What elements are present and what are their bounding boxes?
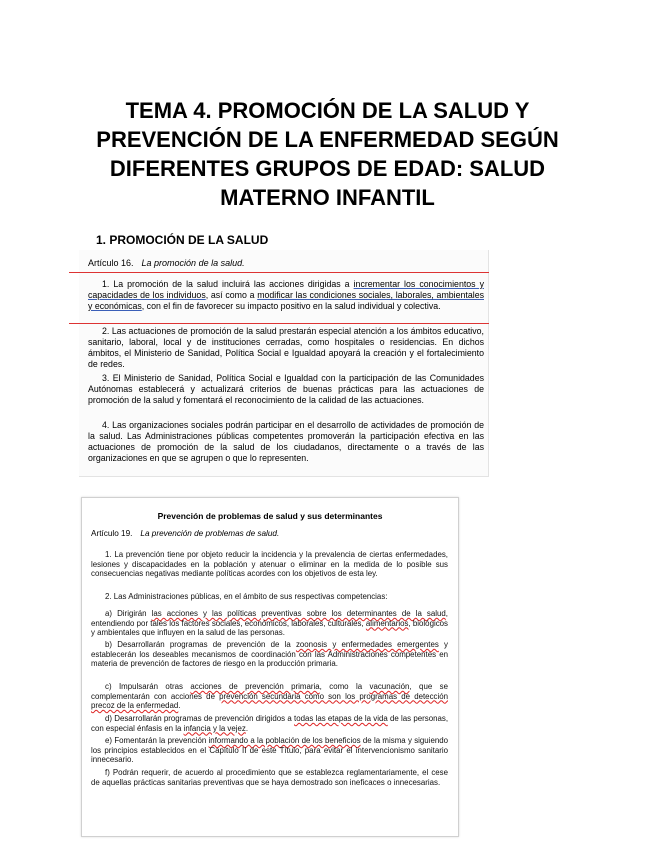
highlight-phrase: conocimientos y capacidades de los individuos [88, 279, 484, 300]
article-19-label: Artículo 19. [91, 529, 133, 538]
highlight-phrase: acciones de prevención primaria [190, 682, 320, 691]
highlight-phrase: alimentarios [365, 618, 409, 628]
title-line: MATERNO INFANTIL [220, 185, 435, 210]
highlight-phrase: vacunación [369, 682, 410, 691]
highlight-phrase: todas las etapas de la vida [294, 714, 388, 723]
article-19-item-b: b) Desarrollarán programas de prevención de la zoonosis y enfermedades emergentes y establecerán los deseables mecanismos de coordinación con las Administraciones competentes en materia de prevención de factores de riesgo en la producción primaria. [91, 640, 448, 669]
red-underline-divider [69, 323, 489, 324]
highlight-phrase: prevención secundaria como son los programas de detección precoz de la enfermedad [91, 691, 448, 711]
highlight-phrase: informando a la población de los beneficios [208, 736, 361, 745]
page-title [60, 96, 595, 212]
article-16-title: La promoción de la salud. [141, 258, 245, 268]
article-19-excerpt [81, 497, 459, 837]
highlight-phrase: zoonosis y enfermedades emergentes [295, 640, 439, 649]
article-16-paragraph-2: 2. Las actuaciones de promoción de la salud prestarán especial atención a los ámbitos educativo, sanitario, laboral, local y de instituciones cerradas, como hospitales o residencias. En dichos ámbitos, el Ministerio de Sanidad, Política Social e Igualdad apoyará la creación y el fortalecimiento de redes. [88, 326, 484, 369]
article-19-paragraph-2: 2. Las Administraciones públicas, en el ámbito de sus respectivas competencias: [105, 592, 388, 601]
article-19-item-e: e) Fomentarán la prevención informando a la población de los beneficios de la misma y siguiendo los principios establecidos en el Capítulo II de este Título, para evitar el intervencionismo sanitario innecesario. [91, 736, 448, 765]
article-19-paragraph-1: 1. La prevención tiene por objeto reducir la incidencia y la prevalencia de ciertas enfermedades, lesiones y discapacidades en la población y atenuar o eliminar en la medida de lo posible sus consecuencias negativas mediante políticas acordes con los objetivos de esta ley. [91, 550, 448, 579]
article-19-caption [91, 529, 279, 538]
article-19-item-d: d) Desarrollarán programas de prevención dirigidos a todas las etapas de la vida de las personas, con especial énfasis en la infancia y la vejez. [91, 714, 449, 733]
article-19-item-a: a) Dirigirán las acciones y las políticas preventivas sobre los determinantes de la salud, entendiendo por tales los factores sociales, económicos, laborales, culturales, alimentarios, biológicos y ambientales que influyen en la salud de las personas. [91, 609, 448, 638]
article-19-title: La prevención de problemas de salud. [140, 529, 280, 538]
section-heading: 1. PROMOCIÓN DE LA SALUD [96, 233, 269, 247]
article-19-item-f: f) Podrán requerir, de acuerdo al procedimiento que se establezca reglamentariamente, el cese de aquellas prácticas sanitarias preventivas que se haya demostrado son ineficaces o innecesarias. [91, 768, 448, 787]
title-line: TEMA 4. PROMOCIÓN DE LA SALUD Y [125, 98, 530, 123]
article-16-excerpt [79, 250, 489, 477]
article-16-caption [88, 258, 245, 268]
article-16-paragraph-1: 1. La promoción de la salud incluirá las acciones dirigidas a incrementar los conocimientos y capacidades de los individuos, así como a modificar las condiciones sociales, laborales, ambientales y económicas, con el fin de favorecer su impacto positivo en la salud individual y colectiva. [88, 279, 484, 311]
article-19-item-c: c) Impulsarán otras acciones de prevención primaria, como la vacunación, que se complementarán con acciones de prevención secundaria como son los programas de detección precoz de la enfermedad. [91, 682, 448, 711]
highlight-phrase: modificar las condiciones sociales, laborales, ambientales y económicas [88, 289, 484, 311]
highlight-phrase: infancia y la vejez [183, 723, 246, 733]
title-line: PREVENCIÓN DE LA ENFERMEDAD SEGÚN [96, 127, 559, 152]
article-19-header: Prevención de problemas de salud y sus determinantes [157, 511, 383, 521]
article-16-paragraph-4: 4. Las organizaciones sociales podrán participar en el desarrollo de actividades de promoción de la salud. Las Administraciones públicas competentes promoverán la participación efectiva en las actuaciones de promoción de la salud de los ciudadanos, directamente o a través de las organizaciones en que se agrupen o que lo representen. [88, 420, 484, 463]
highlight-phrase: incrementar los [353, 279, 416, 289]
title-line: DIFERENTES GRUPOS DE EDAD: SALUD [109, 156, 546, 181]
article-16-label: Artículo 16. [88, 258, 134, 268]
red-underline-divider [69, 272, 489, 273]
article-16-paragraph-3: 3. El Ministerio de Sanidad, Política Social e Igualdad con la participación de las Comunidades Autónomas establecerá y actualizará criterios de buenas prácticas para las actuaciones de promoción de la salud y fomentará el reconocimiento de la calidad de las actuaciones. [88, 373, 484, 405]
highlight-phrase: las acciones y las políticas preventivas sobre los determinantes de la salud [151, 609, 446, 618]
